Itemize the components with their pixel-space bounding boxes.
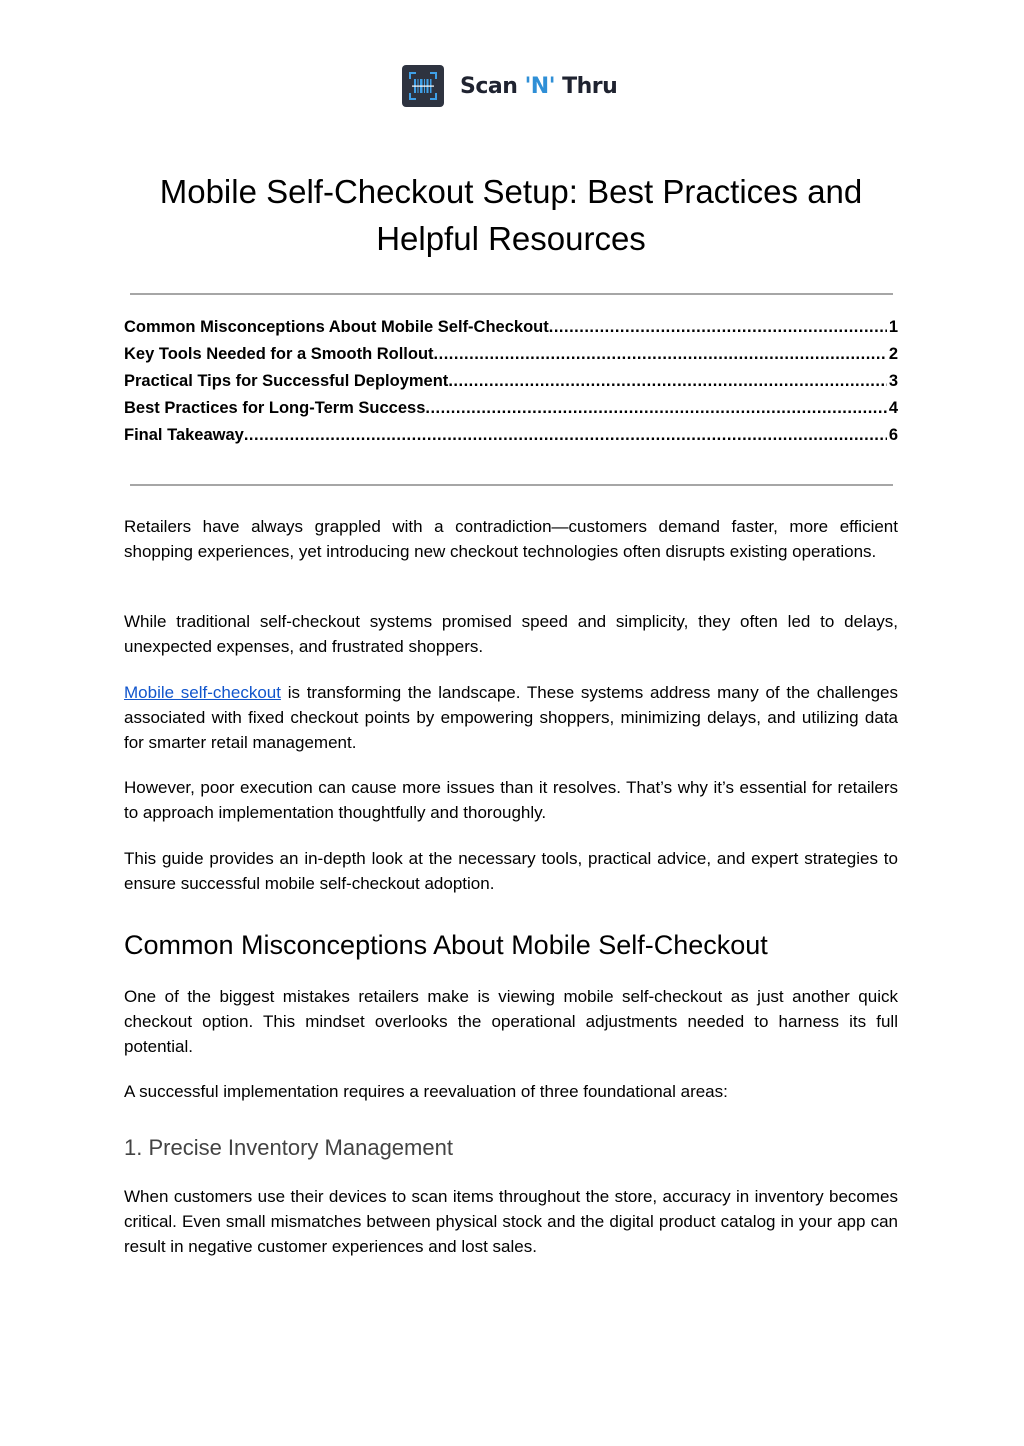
toc-entry-page: 3 <box>888 372 898 390</box>
toc-entry[interactable] <box>124 318 898 345</box>
document-title: Mobile Self-Checkout Setup: Best Practices and Helpful Resources <box>159 173 863 257</box>
intro-paragraph-1: Retailers have always grappled with a contradiction—customers demand faster, more efficient shopping experiences, yet introducing new checkout technologies often disrupts existing operations. <box>124 517 898 561</box>
divider-top <box>130 293 893 295</box>
toc-entry[interactable] <box>124 345 898 372</box>
intro-paragraph-5: This guide provides an in-depth look at the necessary tools, practical advice, and expert strategies to ensure successful mobile self-checkout adoption. <box>124 849 898 893</box>
toc-leader-dots <box>244 426 887 445</box>
brand-name: Scan 'N' Thru <box>460 73 618 99</box>
toc-leader-dots <box>425 399 886 418</box>
intro-paragraph-4: However, poor execution can cause more issues than it resolves. That’s why it’s essential for retailers to approach implementation thoughtfully and thoroughly. <box>124 778 898 822</box>
toc-entry-page: 2 <box>888 345 898 363</box>
toc-entry[interactable] <box>124 399 898 426</box>
section-paragraph-2: A successful implementation requires a reevaluation of three foundational areas: <box>124 1082 728 1101</box>
toc-entry-title: Best Practices for Long-Term Success <box>124 399 426 417</box>
mobile-self-checkout-link[interactable]: Mobile self-checkout <box>124 683 281 702</box>
toc-entry[interactable] <box>124 426 898 453</box>
toc-leader-dots <box>434 345 887 364</box>
intro-paragraph-2: While traditional self-checkout systems promised speed and simplicity, they often led to delays, unexpected expenses, and frustrated shoppers. <box>124 612 898 656</box>
divider-bottom <box>130 484 893 486</box>
section-heading-misconceptions: Common Misconceptions About Mobile Self-Checkout <box>124 930 768 960</box>
toc-entry-title: Key Tools Needed for a Smooth Rollout <box>124 345 434 363</box>
intro-paragraph-3-text: is transforming the landscape. These systems address many of the challenges associated with fixed checkout points by empowering shoppers, minimizing delays, and utilizing data for smarter retail management. <box>124 683 898 752</box>
toc-entry-title: Practical Tips for Successful Deployment <box>124 372 449 390</box>
subsection-paragraph-1: When customers use their devices to scan items throughout the store, accuracy in inventory becomes critical. Even small mismatches between physical stock and the digital product catalog in your app can result in negative customer experiences and lost sales. <box>124 1187 898 1256</box>
toc-entry-page: 4 <box>888 399 898 417</box>
toc-entry-page: 1 <box>888 318 898 336</box>
barcode-scan-icon <box>402 65 444 107</box>
table-of-contents <box>124 318 898 453</box>
subsection-heading-inventory: 1. Precise Inventory Management <box>124 1135 453 1160</box>
toc-entry-title: Final Takeaway <box>124 426 244 444</box>
toc-entry[interactable] <box>124 372 898 399</box>
toc-leader-dots <box>448 372 887 391</box>
brand-logo <box>402 65 617 107</box>
toc-entry-page: 6 <box>888 426 898 444</box>
toc-leader-dots <box>549 318 887 337</box>
intro-paragraph-3 <box>124 680 898 755</box>
section-paragraph-1: One of the biggest mistakes retailers make is viewing mobile self-checkout as just another quick checkout option. This mindset overlooks the operational adjustments needed to harness its full potential. <box>124 987 898 1056</box>
toc-entry-title: Common Misconceptions About Mobile Self-Checkout <box>124 318 549 336</box>
